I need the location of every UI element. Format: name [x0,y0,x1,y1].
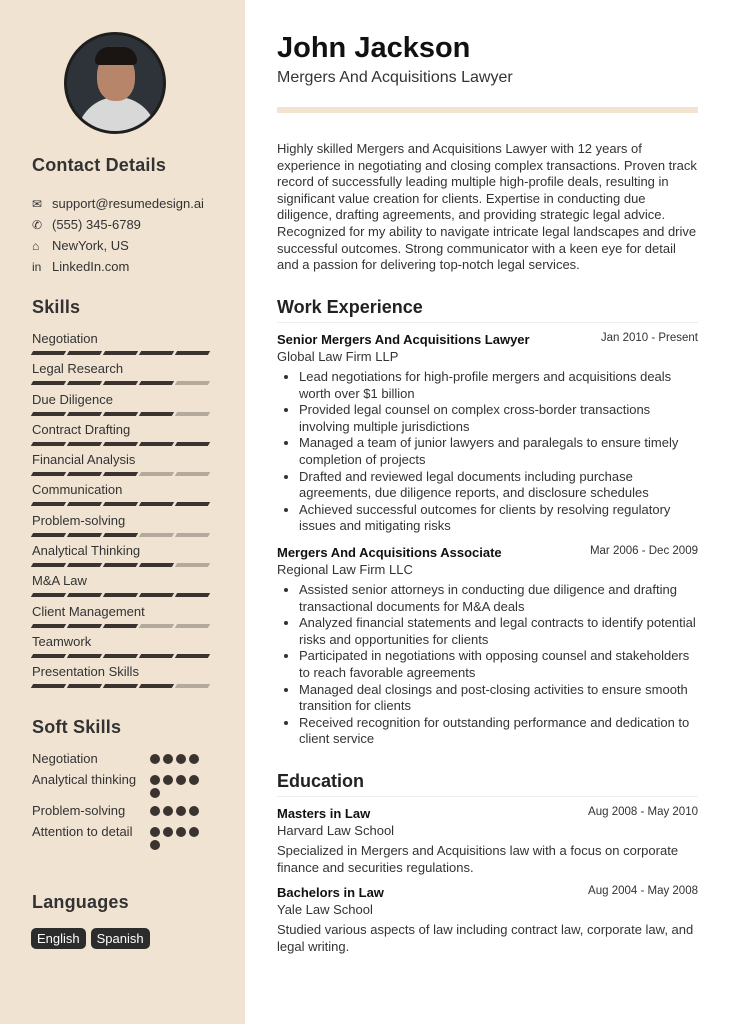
skill-bar-segment [139,684,174,688]
language-badge: English [31,928,86,949]
contact-list [32,193,204,277]
skill-bar-segment [67,624,102,628]
soft-skill-dots [150,772,202,798]
skill-item [32,482,212,512]
education-heading: Education [277,771,365,791]
job-entry [277,545,698,748]
skill-bar-segment [103,563,138,567]
contact-text: LinkedIn.com [52,259,130,274]
skill-item [32,361,212,391]
skill-bar-segment [139,593,174,597]
skill-level-bar [32,563,212,567]
skill-bar-segment [31,442,66,446]
skill-name: M&A Law [32,573,87,589]
skill-level-bar [32,502,212,506]
rating-dot [176,775,186,785]
skill-bar-segment [175,624,210,628]
skill-bar-segment [139,381,174,385]
soft-skill-item [32,824,212,850]
skill-bar-segment [175,412,210,416]
contact-text: (555) 345-6789 [52,217,141,232]
skill-bar-segment [175,472,210,476]
soft-skill-dots [150,803,202,819]
rating-dot [163,806,173,816]
skill-item [32,422,212,452]
skill-bar-segment [67,684,102,688]
rating-dot [189,754,199,764]
rating-dot [150,775,160,785]
skill-bar-segment [175,502,210,506]
phone-icon: ✆ [32,217,43,232]
rating-dot [176,827,186,837]
skill-bar-segment [31,502,66,506]
skill-name: Financial Analysis [32,452,136,468]
skill-name: Teamwork [32,633,92,649]
skill-name: Negotiation [32,331,98,346]
job-dates: Mar 2006 - Dec 2009 [589,545,698,557]
skill-bar-segment [103,472,138,476]
skill-item [32,664,212,694]
bullet: • Managed a team of junior lawyers and paralegals to ensure timely completion of projects [299,435,698,468]
job-title: Senior Mergers And Acquisitions Lawyer [277,332,530,347]
bullet: • Drafted and reviewed legal documents including purchase agreements, due diligence reports, and disclosure schedules [299,469,698,502]
bullet: • Participated in negotiations with opposing counsel and stakeholders to reach favorable agreements [299,648,698,681]
rating-dot [150,754,160,764]
soft-skill-item [32,772,212,798]
language-badge: Spanish [91,928,150,949]
skill-bar-segment [139,412,174,416]
skill-name: Due Diligence [32,391,113,407]
soft-skills-list [32,751,212,855]
job-header [277,332,698,347]
skill-bar-segment [103,502,138,506]
soft-skill-item [32,751,212,767]
education-dates: Aug 2008 - May 2010 [588,806,698,818]
contact-item [32,235,204,256]
skill-bar-segment [31,654,66,658]
rating-dot [150,827,160,837]
languages-heading: Languages [32,892,129,912]
rating-dot [163,775,173,785]
skill-bar-segment [139,442,174,446]
rating-dot [163,754,173,764]
skill-level-bar [32,593,212,597]
skill-bar-segment [175,381,210,385]
bullet: • Managed deal closings and post-closing activities to ensure smooth transition for clients [299,682,698,715]
summary: Highly skilled Mergers and Acquisitions Lawyer with 12 years of experience in negotiating and closing complex transactions. Proven track record of successfully leading multiple high-profile deals, resulting in significant value creation for clients. Expertise in conducting due diligence, drafting agreements, and providing strategic legal advice. Recognized for my ability to navigate intricate legal landscapes and drive successful outcomes. Strong communicator with a keen eye for detail and a passion for delivering top-notch legal services. [277,141,697,273]
education-header [277,885,698,900]
rating-dot [163,827,173,837]
rating-dot [189,827,199,837]
soft-skill-name: Analytical thinking [32,772,137,787]
soft-skill-name: Problem-solving [32,803,126,818]
skill-item [32,392,212,422]
skill-item [32,573,212,603]
skill-bar-segment [31,412,66,416]
contact-item [32,214,204,235]
skill-name: Problem-solving [32,512,126,528]
job-entry [277,332,698,535]
bullet: • Lead negotiations for high-profile mergers and acquisitions deals worth over $1 billion [299,369,698,402]
skill-name: Analytical Thinking [32,543,141,559]
job-dates: Jan 2010 - Present [600,332,698,344]
skill-item [32,604,212,634]
skill-bar-segment [67,502,102,506]
skill-bar-segment [103,381,138,385]
education-header [277,806,698,821]
divider [277,796,698,797]
skill-name: Client Management [32,603,145,619]
company-name: Global Law Firm LLP [277,349,399,364]
skill-bar-segment [67,654,102,658]
education-description: Specialized in Mergers and Acquisitions law with a focus on corporate finance and securities regulations. [277,843,679,875]
skill-bar-segment [67,533,102,537]
skill-bar-segment [139,563,174,567]
skill-level-bar [32,351,212,355]
job-title: Mergers And Acquisitions Associate [277,545,502,560]
skill-bar-segment [103,533,138,537]
skill-name: Legal Research [32,361,124,377]
skill-bar-segment [103,412,138,416]
skills-list [32,331,212,695]
skill-item [32,634,212,664]
soft-skill-dots [150,751,202,767]
email-icon: ✉ [32,196,43,211]
soft-skill-dots [150,824,202,850]
company-name: Regional Law Firm LLC [277,562,413,577]
education-description: Studied various aspects of law including contract law, corporate law, and legal writing. [277,922,694,954]
divider [277,322,698,323]
bullet: • Analyzed financial statements and legal contracts to identify potential risks and opportunities for clients [299,615,698,648]
skill-item [32,331,212,361]
skill-bar-segment [31,593,66,597]
education-entry [277,885,698,955]
contact-heading: Contact Details [32,155,167,175]
skill-bar-segment [139,654,174,658]
rating-dot [150,788,160,798]
bullet: • Achieved successful outcomes for clients by resolving regulatory issues and mitigating risks [299,502,698,535]
bullet: • Received recognition for outstanding performance and dedication to client service [299,715,698,748]
rating-dot [189,806,199,816]
skill-bar-segment [31,533,66,537]
education-entry [277,806,698,876]
skill-bar-segment [103,351,138,355]
skill-name: Contract Drafting [32,421,131,437]
skill-level-bar [32,442,212,446]
soft-skill-name: Negotiation [32,751,98,766]
skill-bar-segment [31,684,66,688]
skill-bar-segment [31,472,66,476]
rating-dot [189,775,199,785]
skill-bar-segment [175,442,210,446]
skill-bar-segment [175,563,210,567]
skill-bar-segment [67,563,102,567]
skill-level-bar [32,684,212,688]
contact-text: NewYork, US [52,238,129,253]
education-dates: Aug 2004 - May 2008 [588,885,698,897]
name-heading: John Jackson [277,32,471,64]
skill-bar-segment [139,472,174,476]
skill-bar-segment [67,412,102,416]
skill-level-bar [32,472,212,476]
skill-item [32,543,212,573]
skill-level-bar [32,412,212,416]
job-header [277,545,698,560]
bullet: • Provided legal counsel on complex cross-border transactions involving multiple jurisdictions [299,402,698,435]
skill-bar-segment [175,654,210,658]
skill-bar-segment [175,684,210,688]
skill-bar-segment [175,533,210,537]
skill-bar-segment [31,624,66,628]
rating-dot [176,754,186,764]
skill-name: Communication [32,482,123,498]
degree: Bachelors in Law [277,885,384,900]
job-bullets [277,369,698,535]
skill-bar-segment [31,563,66,567]
skill-item [32,513,212,543]
soft-skills-heading: Soft Skills [32,717,122,737]
skill-bar-segment [139,533,174,537]
skill-bar-segment [31,381,66,385]
skill-item [32,452,212,482]
work-heading: Work Experience [277,297,423,317]
school-name: Yale Law School [277,902,373,917]
profile-photo [64,32,166,134]
sidebar [0,0,245,1024]
job-role: Mergers And Acquisitions Lawyer [277,69,513,86]
skill-bar-segment [103,654,138,658]
degree: Masters in Law [277,806,371,821]
skill-bar-segment [103,624,138,628]
skill-level-bar [32,533,212,537]
skill-bar-segment [103,442,138,446]
skill-bar-segment [67,593,102,597]
skill-bar-segment [103,593,138,597]
skill-bar-segment [67,442,102,446]
skill-level-bar [32,654,212,658]
skill-bar-segment [67,472,102,476]
rating-dot [150,840,160,850]
skill-bar-segment [175,351,210,355]
job-bullets [277,582,698,748]
skill-level-bar [32,381,212,385]
contact-item [32,256,204,277]
skill-bar-segment [139,502,174,506]
school-name: Harvard Law School [277,823,395,838]
skill-bar-segment [175,593,210,597]
soft-skill-item [32,803,212,819]
contact-text: support@resumedesign.ai [52,196,204,211]
skills-heading: Skills [32,297,81,317]
rating-dot [150,806,160,816]
skill-bar-segment [67,381,102,385]
skill-name: Presentation Skills [32,664,139,680]
skill-bar-segment [139,351,174,355]
skill-bar-segment [67,351,102,355]
divider [277,107,698,113]
languages-list [31,928,150,949]
skill-bar-segment [139,624,174,628]
home-icon: ⌂ [32,238,40,253]
skill-level-bar [32,624,212,628]
bullet: • Assisted senior attorneys in conducting due diligence and drafting transactional documents for M&A deals [299,582,698,615]
soft-skill-name: Attention to detail [32,824,133,839]
rating-dot [176,806,186,816]
contact-item [32,193,204,214]
skill-bar-segment [103,684,138,688]
linkedin-icon: in [32,259,42,274]
skill-bar-segment [31,351,66,355]
